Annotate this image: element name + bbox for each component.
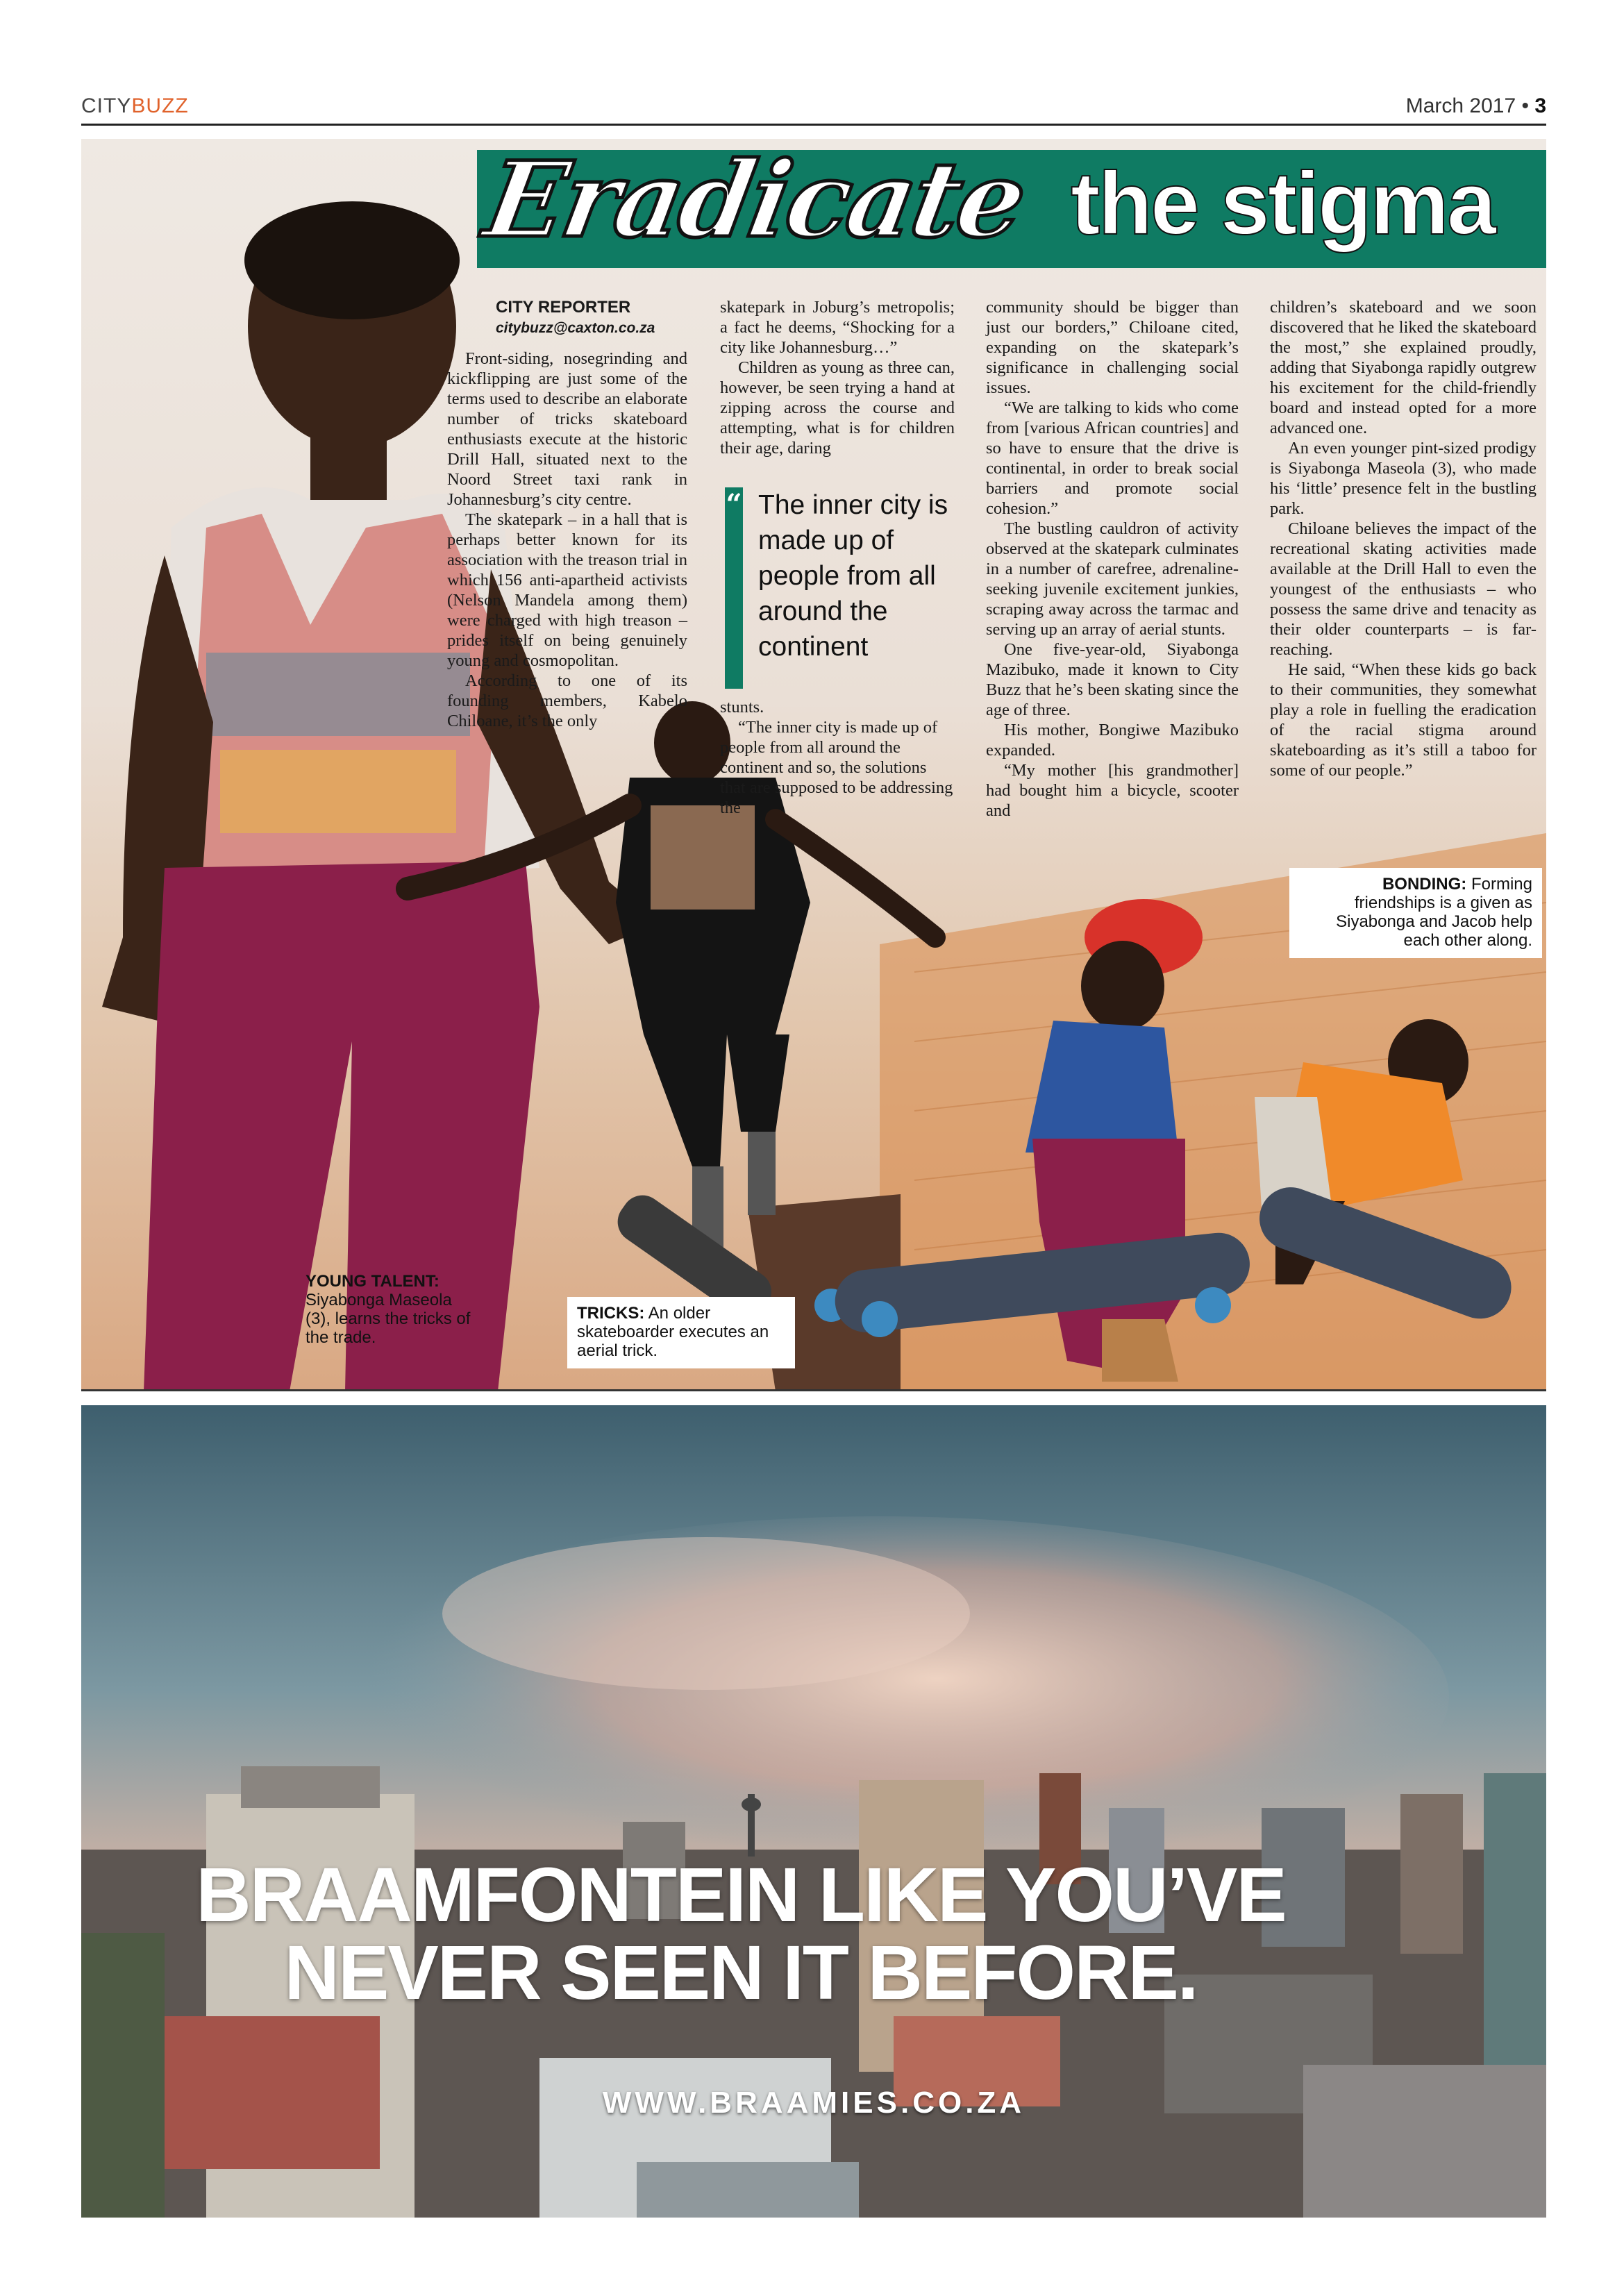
- quote-mark-icon: “: [726, 488, 742, 521]
- brand-city: CITY: [81, 94, 132, 117]
- paragraph: “My mother [his grandmother] had bought him a bicycle, scooter and: [986, 761, 1239, 820]
- paragraph: “The inner city is made up of people from all around the continent and so, the solutions that are supposed to be addressing the: [720, 718, 953, 817]
- paragraph: One five-year-old, Siyabonga Mazibuko, made it known to City Buzz that he’s been skating since the age of three.: [986, 640, 1239, 719]
- publication-brand: [81, 94, 189, 118]
- paragraph: skatepark in Joburg’s metropolis; a fact he deems, “Shocking for a city like Johannesburg…”: [720, 298, 955, 357]
- ad-headline-line2: NEVER SEEN IT BEFORE.: [284, 1930, 1198, 2016]
- caption-text: Siyabonga Maseola (3), learns the tricks of the trade.: [305, 1291, 471, 1347]
- paragraph: “We are talking to kids who come from [various African countries] and so have to ensure that the drive is continental, in order to break social barriers and promote social cohesion.”: [986, 399, 1239, 518]
- caption-label: YOUNG TALENT:: [305, 1272, 440, 1291]
- paragraph: According to one of its founding members, Kabelo Chiloane, it’s the only: [447, 671, 687, 730]
- paragraph: stunts.: [720, 698, 764, 717]
- page-number: 3: [1534, 94, 1546, 117]
- ad-url: WWW.BRAAMIES.CO.ZA: [602, 2086, 1026, 2120]
- article-column-3: [986, 297, 1239, 821]
- paragraph: The bustling cauldron of activity observed at the skatepark culminates in a number of carefree, adrenaline-seeking juvenile excitement junkies, scraping away across the tarmac and serving up an array of aerial stunts.: [986, 519, 1239, 639]
- article: [81, 139, 1546, 1391]
- byline: CITY REPORTER: [496, 298, 631, 317]
- caption-bonding: [1289, 868, 1542, 958]
- headline-eradicate: Eradicate: [476, 139, 1033, 261]
- paragraph: An even younger pint-sized prodigy is Siyabonga Maseola (3), who made his ‘little’ presence felt in the bustling park.: [1270, 439, 1537, 518]
- byline-email: citybuzz@caxton.co.za: [496, 320, 655, 336]
- paragraph: The skatepark – in a hall that is perhaps better known for its association with the treason trial in which 156 anti-apartheid activists (Nelson Mandela among them) were charged with high treason – prides itself on being genuinely young and cosmopolitan.: [447, 510, 687, 670]
- caption-label: TRICKS:: [577, 1304, 645, 1323]
- ad-headline-line1: BRAAMFONTEIN LIKE YOU’VE: [196, 1852, 1286, 1938]
- caption-tricks: [567, 1297, 795, 1368]
- article-bottom-rule: [81, 1389, 1546, 1391]
- headline-the-stigma: the stigma: [1071, 154, 1495, 253]
- ad-headline: [81, 1852, 1400, 2016]
- issue-date: [1406, 94, 1546, 118]
- braamfontein-advertisement: [81, 1405, 1546, 2218]
- issue-date-text: March 2017 •: [1405, 94, 1529, 117]
- article-column-2: [720, 297, 955, 458]
- paragraph: His mother, Bongiwe Mazibuko expanded.: [986, 721, 1239, 760]
- pull-quote-text: The inner city is made up of people from all around the continent: [758, 490, 948, 662]
- article-column-1: [447, 297, 687, 731]
- caption-label: BONDING:: [1382, 875, 1467, 894]
- pull-quote: [725, 487, 954, 689]
- running-header: [81, 92, 1546, 126]
- article-column-4: [1270, 297, 1537, 780]
- brand-buzz: BUZZ: [131, 94, 189, 117]
- paragraph: Children as young as three can, however, be seen trying a hand at zipping across the course and attempting, what is for children their age, daring: [720, 358, 955, 458]
- paragraph: Front-siding, nosegrinding and kickflipping are just some of the terms used to describe an elaborate number of tricks skateboard enthusiasts execute at the historic Drill Hall, situated next to the Noord Street taxi rank in Johannesburg’s city centre.: [447, 349, 687, 509]
- paragraph: community should be bigger than just our borders,” Chiloane cited, expanding on the skatepark’s significance in challenging social issues.: [986, 298, 1239, 397]
- paragraph: He said, “When these kids go back to their communities, they somewhat play a role in fuelling the eradication of the racial stigma around skateboarding as it’s still a taboo for some of our people.”: [1270, 660, 1537, 780]
- paragraph: children’s skateboard and we soon discovered that he liked the skateboard the most,” she explained proudly, adding that Siyabonga rapidly outgrew his excitement for the child-friendly board and instead opted for a more advanced one.: [1270, 298, 1537, 437]
- caption-young-talent: [305, 1272, 472, 1347]
- paragraph: Chiloane believes the impact of the recreational skating activities made available at the Drill Hall to even the youngest of the enthusiasts – who possess the same drive and tenacity as their older counterparts – is far-reaching.: [1270, 519, 1537, 659]
- article-column-2-continued: [720, 697, 955, 818]
- caption-text: An older skateboarder executes an aerial trick.: [577, 1304, 769, 1360]
- caption-text: Forming friendships is a given as Siyabonga and Jacob help each other along.: [1336, 875, 1532, 950]
